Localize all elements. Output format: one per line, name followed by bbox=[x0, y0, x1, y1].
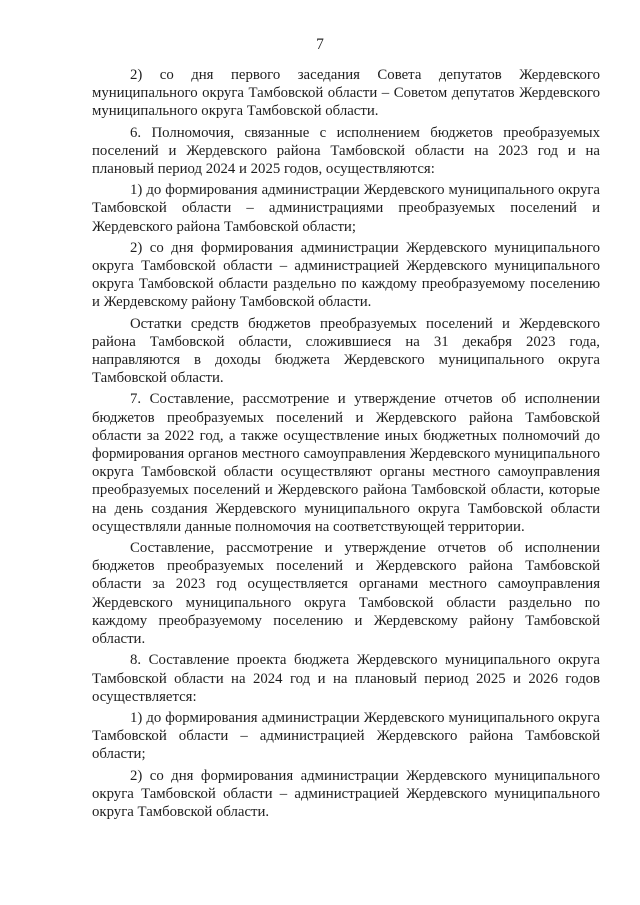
paragraph-8-2: 2) со дня формирования администрации Жердевского муниципального округа Тамбовской области – администрацией Жердевского муниципального округа Тамбовской области. bbox=[92, 767, 600, 820]
paragraph-7-reports-2023: Составление, рассмотрение и утверждение отчетов об исполнении бюджетов преобразуемых поселений и Жердевского района Тамбовской области за 2023 год осуществляется органами местного самоуправления Жердевского муниципального округа Тамбовской области раздельно по каждому преобразуемому поселению и Жердевскому району Тамбовской области. bbox=[92, 540, 600, 648]
page-number: 7 bbox=[316, 36, 324, 53]
paragraph-7: 7. Составление, рассмотрение и утверждение отчетов об исполнении бюджетов преобразуемых поселений и Жердевского района Тамбовской области за 2022 год, а также осуществление иных бюджетных полномочий до формирования органов местного самоуправления Жердевского муниципального округа Тамбовской области осуществляют органы местного самоуправления преобразуемых поселений и Жердевского района Тамбовской области, которые на день создания Жердевского муниципального округа Тамбовской области осуществляли данные полномочия на соответствующей территории. bbox=[92, 391, 600, 535]
paragraph-5-2: 2) со дня первого заседания Совета депутатов Жердевского муниципального округа Тамбовской области – Советом депутатов Жердевского муниципального округа Тамбовской области. bbox=[92, 67, 600, 120]
paragraph-6: 6. Полномочия, связанные с исполнением бюджетов преобразуемых поселений и Жердевского района Тамбовской области на 2023 год и на плановый период 2024 и 2025 годов, осуществляются: bbox=[92, 124, 600, 178]
document-body bbox=[92, 66, 600, 824]
paragraph-6-1: 1) до формирования администрации Жердевского муниципального округа Тамбовской области – администрациями преобразуемых поселений и Жердевского района Тамбовской области; bbox=[92, 182, 600, 235]
paragraph-6-balances: Остатки средств бюджетов преобразуемых поселений и Жердевского района Тамбовской области, сложившиеся на 31 декабря 2023 года, направляются в доходы бюджета Жердевского муниципального округа Тамбовской области. bbox=[92, 315, 600, 387]
paragraph-8: 8. Составление проекта бюджета Жердевского муниципального округа Тамбовской области на 2024 год и на плановый период 2025 и 2026 годов осуществляется: bbox=[92, 652, 600, 705]
paragraph-8-1: 1) до формирования администрации Жердевского муниципального округа Тамбовской области – администрацией Жердевского района Тамбовской области; bbox=[92, 709, 600, 763]
paragraph-6-2: 2) со дня формирования администрации Жердевского муниципального округа Тамбовской области – администрацией Жердевского муниципального округа Тамбовской области раздельно по каждому преобразуемому поселению и Жердевскому району Тамбовской области. bbox=[92, 239, 600, 311]
